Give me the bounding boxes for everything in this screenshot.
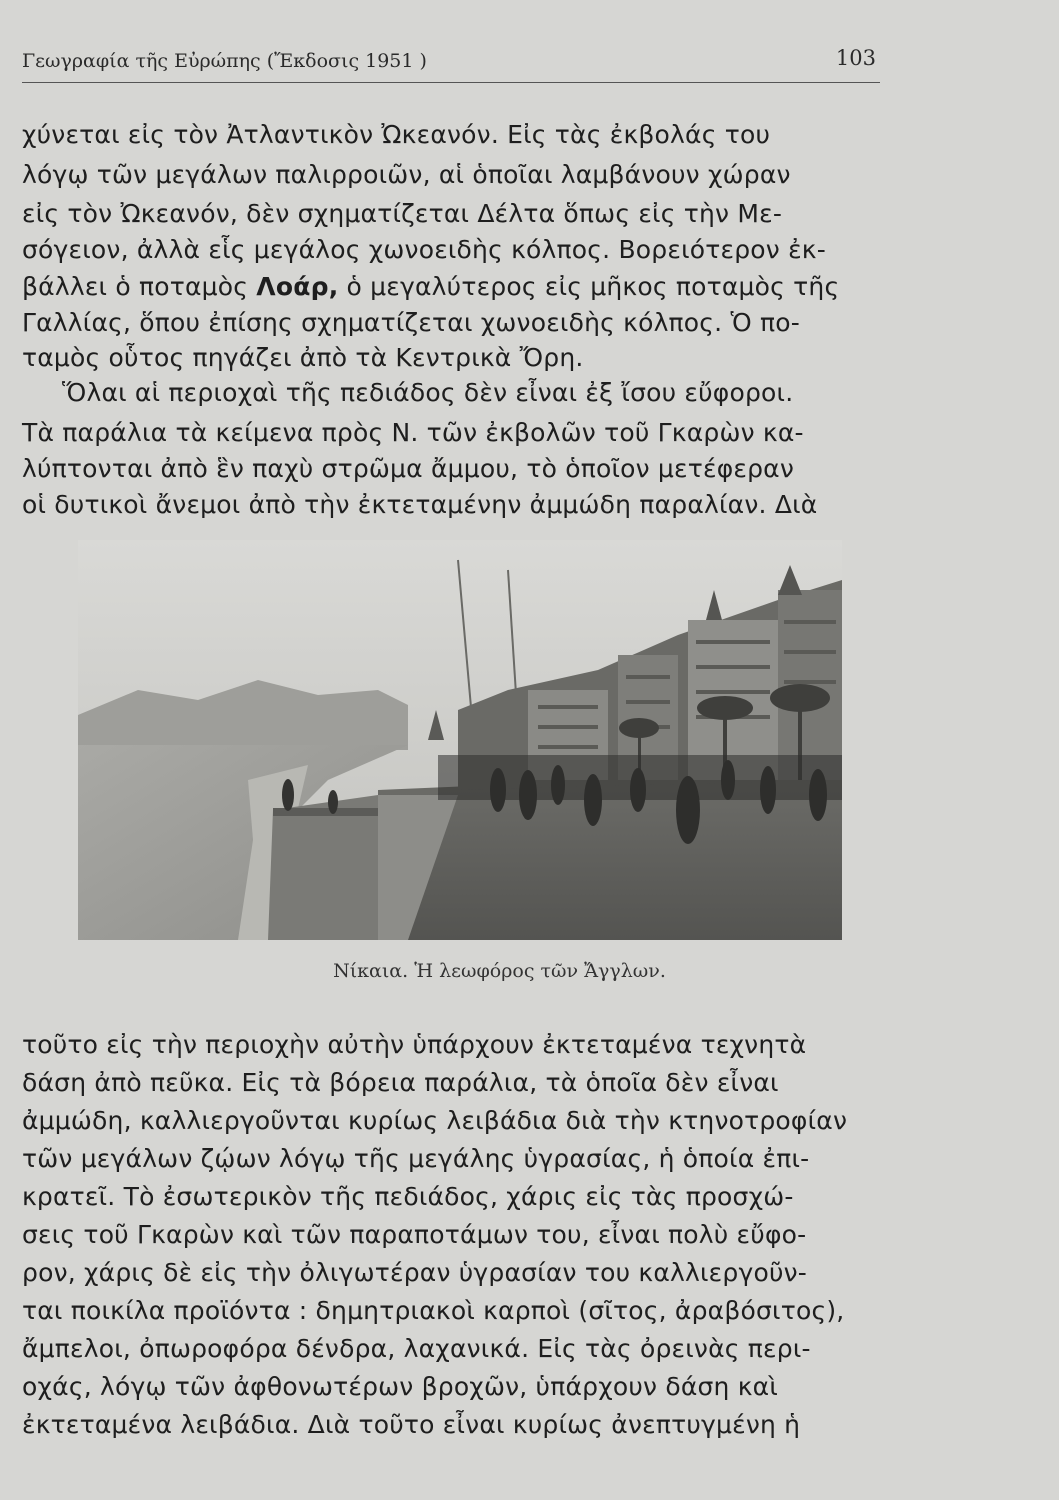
text-line: Γαλλίας, ὅπου ἐπίσης σχηματίζεται χωνοειδὴς κόλπος. Ὁ πο- <box>22 308 800 337</box>
text-line: οχάς, λόγῳ τῶν ἀφθονωτέρων βροχῶν, ὑπάρχουν δάση καὶ <box>22 1372 779 1401</box>
text-line: τοῦτο εἰς τὴν περιοχὴν αὐτὴν ὑπάρχουν ἐκτεταμένα τεχνητὰ <box>22 1030 807 1059</box>
text-line: ρον, χάρις δὲ εἰς τὴν ὀλιγωτέραν ὑγρασίαν του καλλιεργοῦν- <box>22 1258 808 1287</box>
text-line <box>22 272 839 302</box>
text-run: βάλλει ὁ ποταμὸς <box>22 272 257 301</box>
text-line: ται ποικίλα προϊόντα : δημητριακοὶ καρποὶ (σῖτος, ἀραβόσιτος), <box>22 1296 845 1325</box>
text-line: ἀμμώδη, καλλιεργοῦνται κυρίως λειβάδια διὰ τὴν κτηνοτροφίαν <box>22 1106 848 1135</box>
running-header <box>22 44 880 83</box>
photo-promenade <box>78 540 842 940</box>
caption-text: Νίκαια. Ἡ λεωφόρος τῶν Ἄγγλων. <box>333 960 666 982</box>
text-line: σεις τοῦ Γκαρὼν καὶ τῶν παραποτάμων του, εἶναι πολὺ εὔφο- <box>22 1220 807 1249</box>
text-line: ἄμπελοι, ὀπωροφόρα δένδρα, λαχανικά. Εἰς τὰς ὀρεινὰς περι- <box>22 1334 811 1363</box>
text-line: τῶν μεγάλων ζῴων λόγῳ τῆς μεγάλης ὑγρασίας, ἡ ὁποία ἐπι- <box>22 1144 810 1173</box>
page-number: 103 <box>835 46 876 70</box>
text-line: οἱ δυτικοὶ ἄνεμοι ἀπὸ τὴν ἐκτεταμένην ἀμμώδη παραλίαν. Διὰ <box>22 490 818 519</box>
text-line: Ὅλαι αἱ περιοχαὶ τῆς πεδιάδος δὲν εἶναι ἐξ ἴσου εὔφοροι. <box>62 378 794 407</box>
text-line: χύνεται εἰς τὸν Ἀτλαντικὸν Ὠκεανόν. Εἰς τὰς ἐκβολάς του <box>22 120 771 149</box>
text-line: λόγῳ τῶν μεγάλων παλιρροιῶν, αἱ ὁποῖαι λαμβάνουν χώραν <box>22 160 791 189</box>
text-line: ἐκτεταμένα λειβάδια. Διὰ τοῦτο εἶναι κυρίως ἀνεπτυγμένη ἡ <box>22 1410 801 1439</box>
running-title: Γεωγραφία τῆς Εὐρώπης (Ἔκδοσις 1951 ) <box>22 50 427 72</box>
text-line: εἰς τὸν Ὠκεανόν, δὲν σχηματίζεται Δέλτα ὅπως εἰς τὴν Με- <box>22 199 783 228</box>
text-line: δάση ἀπὸ πεῦκα. Εἰς τὰ βόρεια παράλια, τὰ ὁποῖα δὲν εἶναι <box>22 1068 779 1097</box>
text-line: Τὰ παράλια τὰ κείμενα πρὸς Ν. τῶν ἐκβολῶν τοῦ Γκαρὼν κα- <box>22 418 804 447</box>
text-line: κρατεῖ. Τὸ ἐσωτερικὸν τῆς πεδιάδος, χάρις εἰς τὰς προσχώ- <box>22 1182 794 1211</box>
text-line: ταμὸς οὗτος πηγάζει ἀπὸ τὰ Κεντρικὰ Ὄρη. <box>22 343 584 372</box>
text-run: ὁ μεγαλύτερος εἰς μῆκος ποταμὸς τῆς <box>338 272 840 301</box>
river-name-loire: Λοάρ, <box>256 272 339 301</box>
photo-image <box>78 540 842 940</box>
text-line: σόγειον, ἀλλὰ εἷς μεγάλος χωνοειδὴς κόλπος. Βορειότερον ἐκ- <box>22 235 826 264</box>
text-line: λύπτονται ἀπὸ ἓν παχὺ στρῶμα ἄμμου, τὸ ὁποῖον μετέφεραν <box>22 454 795 483</box>
figure-caption <box>0 960 1059 982</box>
